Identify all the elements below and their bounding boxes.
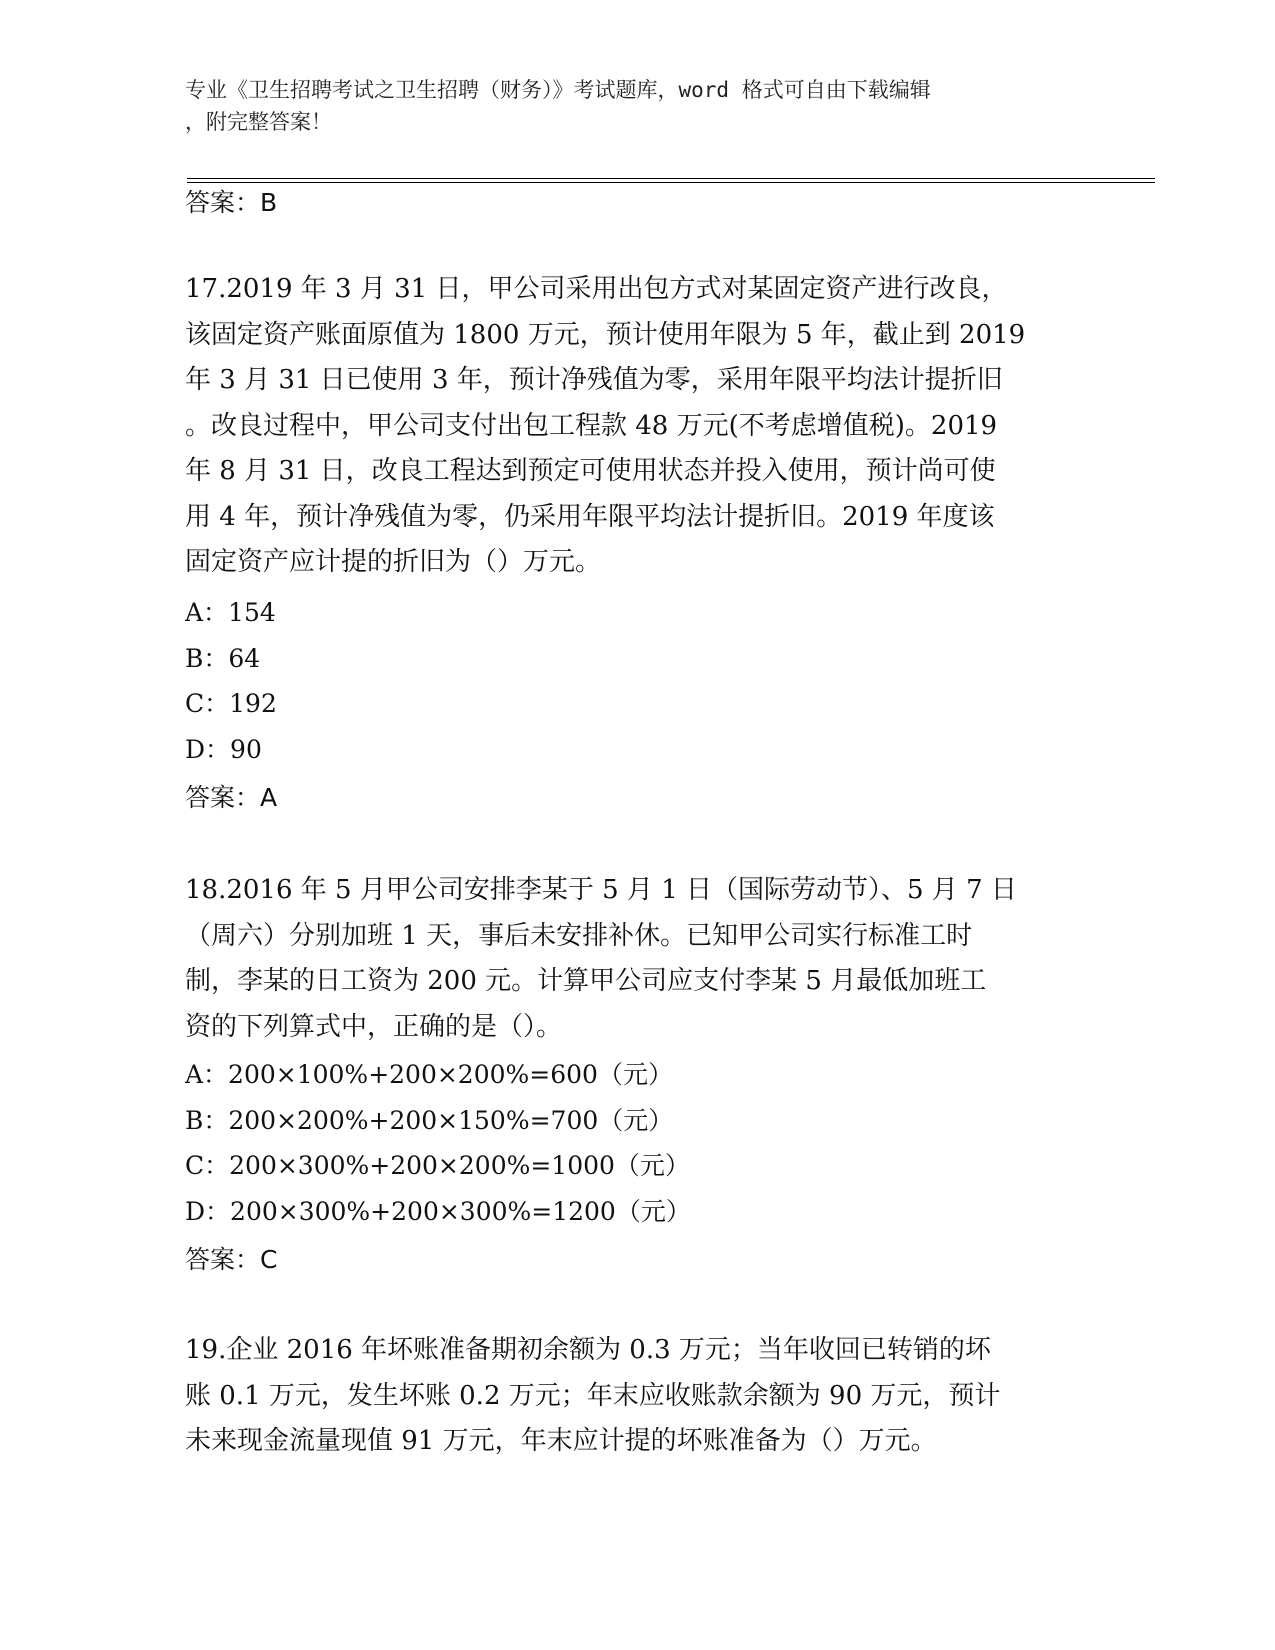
stem-line: 固定资产应计提的折旧为（）万元。 (185, 547, 602, 577)
stem-line: 未来现金流量现值 91 万元，年末应计提的坏账准备为（）万元。 (185, 1426, 937, 1456)
question-17-options (185, 590, 277, 772)
question-17-answer: 答案：A (185, 783, 278, 812)
question-18-answer: 答案：C (185, 1245, 278, 1274)
question-18-stem (185, 868, 1085, 1050)
stem-line: 17.2019 年 3 月 31 日，甲公司采用出包方式对某固定资产进行改良， (185, 274, 1008, 304)
question-18-options (185, 1052, 691, 1234)
stem-line: 19.企业 2016 年坏账准备期初余额为 0.3 万元；当年收回已转销的坏 (185, 1335, 991, 1365)
option-b: B：64 (185, 643, 261, 673)
question-19-stem (185, 1328, 1085, 1465)
option-a: A：154 (185, 598, 276, 627)
header-divider (187, 182, 1155, 183)
option-d: D：200×300%+200×300%=1200（元） (185, 1196, 691, 1226)
stem-line: 年 3 月 31 日已使用 3 年，预计净残值为零，采用年限平均法计提折旧 (185, 365, 1003, 395)
stem-line: 制，李某的日工资为 200 元。计算甲公司应支付李某 5 月最低加班工 (185, 966, 987, 996)
stem-line: 18.2016 年 5 月甲公司安排李某于 5 月 1 日（国际劳动节）、5 月 7 日 (185, 875, 1017, 905)
stem-line: （周六）分别加班 1 天，事后未安排补休。已知甲公司实行标准工时 (185, 920, 973, 951)
header-divider (187, 178, 1155, 179)
question-17-stem (185, 267, 1085, 586)
stem-line: 年 8 月 31 日，改良工程达到预定可使用状态并投入使用，预计尚可使 (185, 456, 996, 486)
option-d: D：90 (185, 734, 262, 764)
stem-line: 账 0.1 万元，发生坏账 0.2 万元；年末应收账款余额为 90 万元，预计 (185, 1380, 1001, 1411)
option-b: B：200×200%+200×150%=700（元） (185, 1105, 674, 1135)
stem-line: 。改良过程中，甲公司支付出包工程款 48 万元(不考虑增值税)。2019 (185, 410, 998, 441)
option-c: C：200×300%+200×200%=1000（元） (185, 1151, 690, 1180)
stem-line: 用 4 年，预计净残值为零，仍采用年限平均法计提折旧。2019 年度该 (185, 501, 995, 532)
option-a: A：200×100%+200×200%=600（元） (185, 1060, 673, 1089)
prev-answer: 答案：B (185, 188, 278, 217)
header-line: 专业《卫生招聘考试之卫生招聘（财务）》考试题库，word 格式可自由下载编辑 (185, 78, 931, 102)
document-header (185, 74, 1085, 138)
stem-line: 资的下列算式中，正确的是（）。 (185, 1011, 563, 1042)
stem-line: 该固定资产账面原值为 1800 万元，预计使用年限为 5 年，截止到 2019 (185, 319, 1026, 350)
header-line: ，附完整答案！ (185, 110, 332, 134)
option-c: C：192 (185, 689, 277, 718)
